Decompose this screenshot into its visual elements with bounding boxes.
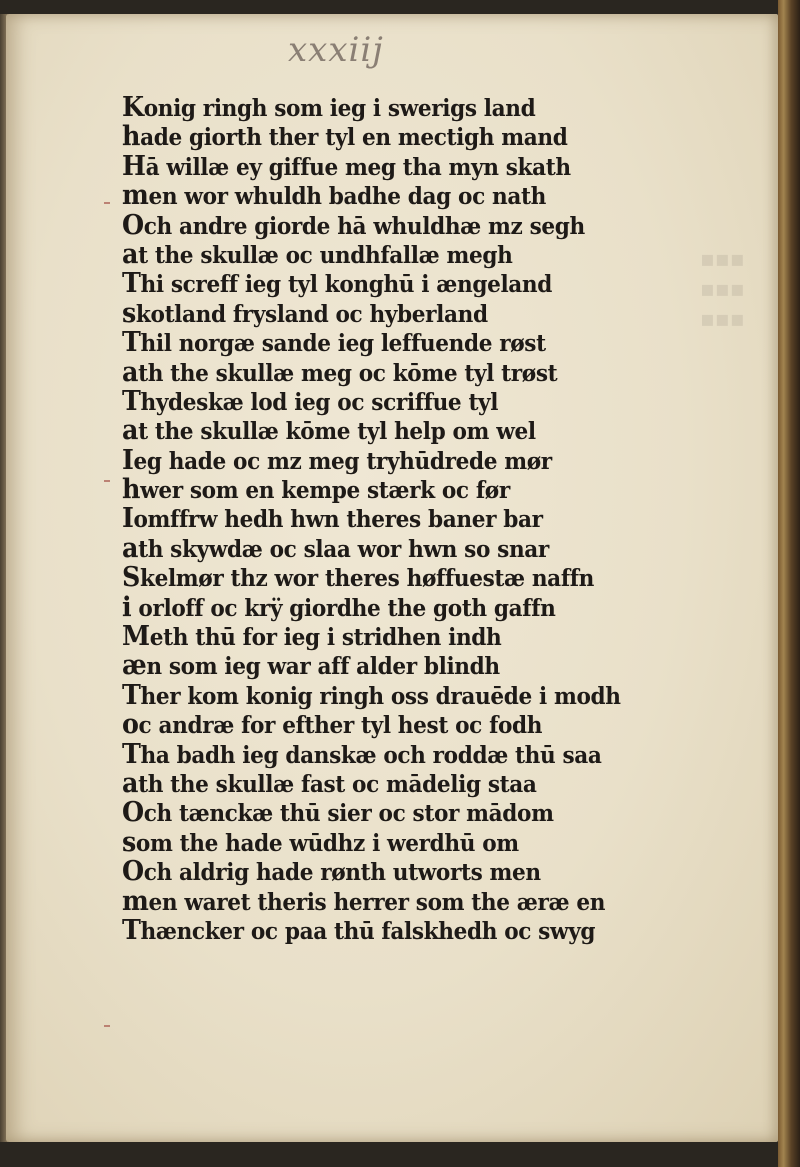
verse-line: ath skywdæ oc slaa wor hwn so snar [122, 532, 549, 564]
verse-line: Skelmør thz wor theres høffuestæ naffn [122, 562, 595, 594]
verse-line: hade giorth ther tyl en mectigh mand [122, 121, 568, 153]
verse-line: ath the skullæ fast oc mādelig staa [122, 767, 537, 799]
verse-line: men waret theris herrer som the æræ en [122, 885, 606, 917]
verse-line: oc andræ for efther tyl hest oc fodh [122, 709, 543, 741]
verse-line: Thæncker oc paa thū falskhedh oc swyg [122, 914, 596, 946]
verse-line: Thil norgæ sande ieg leffuende røst [122, 327, 546, 359]
verse-line: Meth thū for ieg i stridhen indh [122, 621, 502, 653]
verse-line: skotland frysland oc hyberland [122, 297, 488, 329]
verse-line: ath the skullæ meg oc kōme tyl trøst [122, 356, 558, 388]
verse-line: men wor whuldh badhe dag oc nath [122, 180, 546, 212]
margin-mark [104, 480, 110, 482]
verse-line: Ieg hade oc mz meg tryhūdrede mør [122, 444, 552, 476]
verse-line: som the hade wūdhz i werdhū om [122, 826, 519, 858]
verse-line: æn som ieg war aff alder blindh [122, 650, 500, 682]
margin-mark [104, 1025, 110, 1027]
verse-line: Ther kom konig ringh oss drauēde i modh [122, 679, 621, 711]
folio-number: xxxiij [288, 30, 384, 70]
verse-line: Konig ringh som ieg i swerigs land [122, 92, 536, 123]
verse-text [122, 92, 682, 944]
book-binding [778, 0, 800, 1167]
verse-line: at the skullæ kōme tyl help om wel [122, 415, 536, 447]
verse-line: Och aldrig hade rønth utworts men [122, 856, 541, 888]
verse-line: Och tænckæ thū sier oc stor mādom [122, 797, 554, 829]
bleed-through-texture: ▪▪▪ ▪▪▪ ▪▪▪ [700, 246, 745, 332]
verse-line: Tha badh ieg danskæ och roddæ thū saa [122, 738, 602, 770]
verse-line: i orloff oc krÿ giordhe the goth gaffn [122, 591, 556, 623]
verse-line: Thi screff ieg tyl konghū i ængeland [122, 268, 553, 300]
verse-line: at the skullæ oc undhfallæ megh [122, 238, 513, 270]
verse-line: hwer som en kempe stærk oc før [122, 474, 510, 506]
verse-line: Thydeskæ lod ieg oc scriffue tyl [122, 385, 499, 417]
margin-mark [104, 202, 110, 204]
verse-line: Och andre giorde hā whuldhæ mz segh [122, 209, 585, 241]
verse-line: Iomffrw hedh hwn theres baner bar [122, 503, 543, 535]
verse-line: Hā willæ ey giffue meg tha myn skath [122, 150, 571, 182]
